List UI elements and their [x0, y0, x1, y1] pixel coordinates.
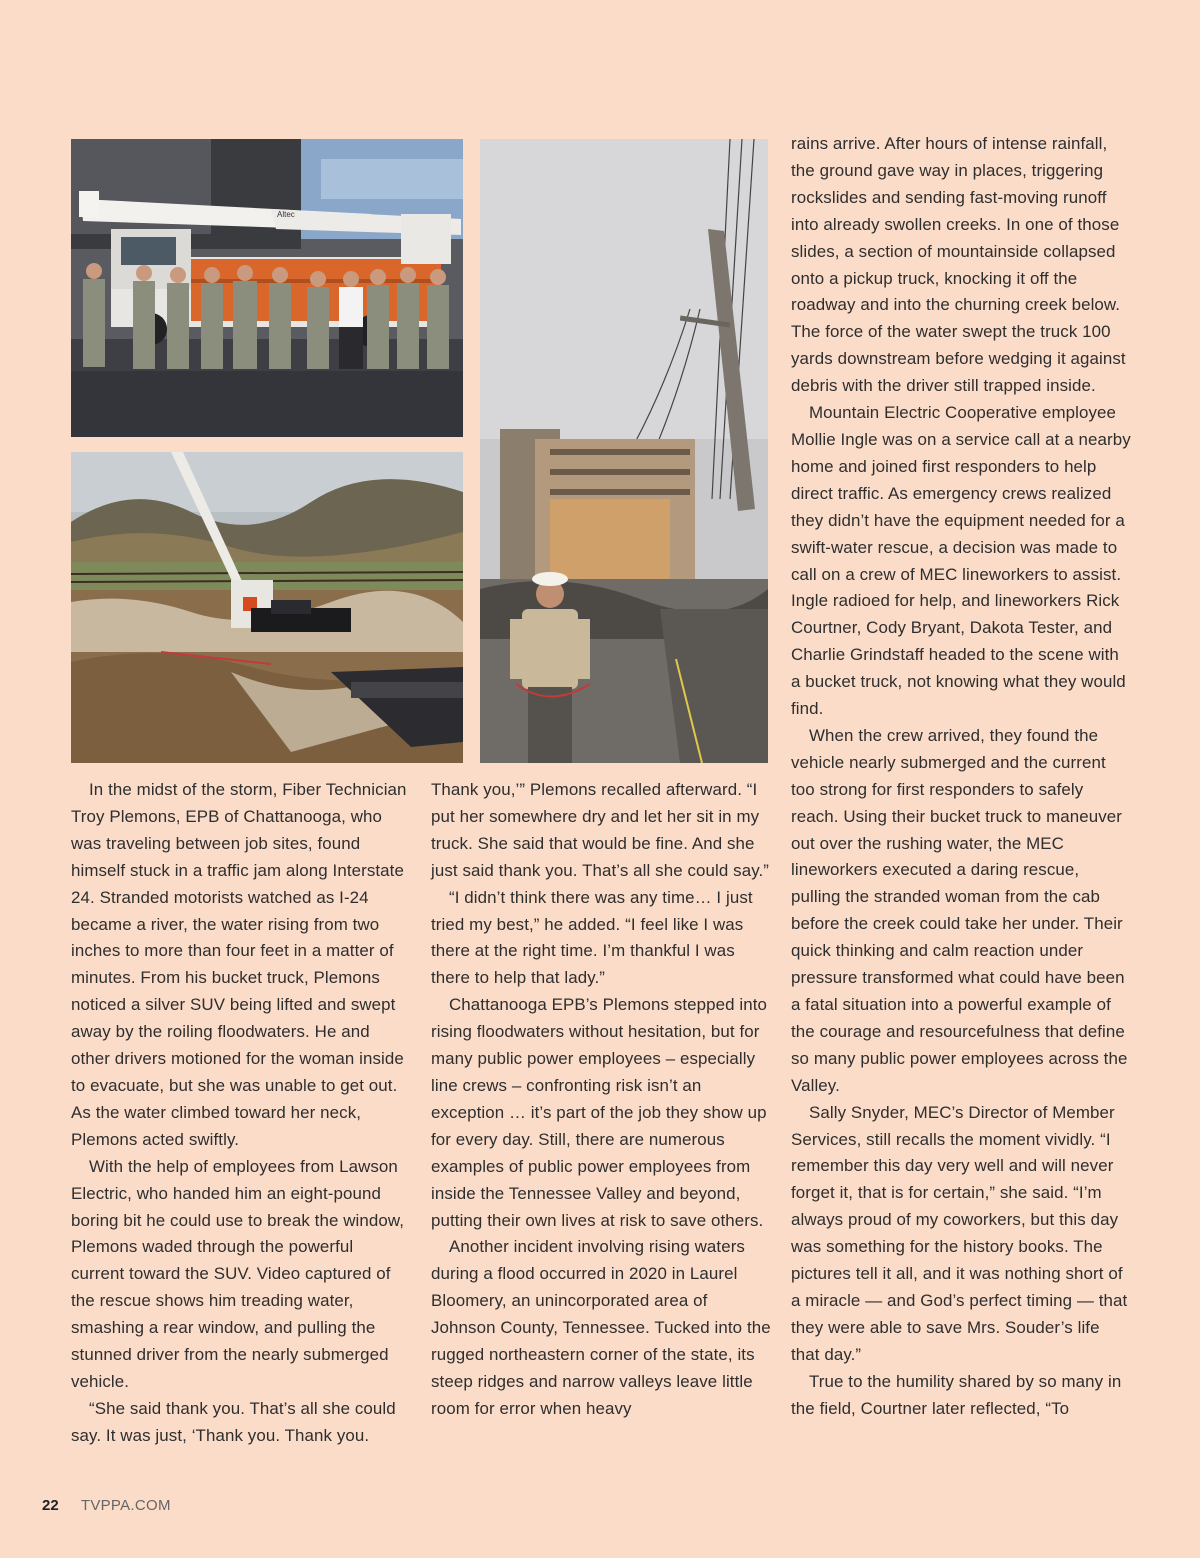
- paragraph: “She said thank you. That’s all she could say. It was just, ‘Thank you. Thank you.: [71, 1398, 396, 1445]
- paragraph: Mountain Electric Cooperative employee Mollie Ingle was on a service call at a nearby home and joined first responders to help direct traffic. As emergency crews realized they didn’t have the equipment needed for a swift-water rescue, a decision was made to call on a crew of MEC lineworkers to assist. Ingle radioed for help, and lineworkers Rick Courtner, Cody Bryant, Dakota Tester, and Charlie Grindstaff headed to the scene with a bucket truck, not knowing what they would find.: [791, 403, 1131, 719]
- paragraph: Thank you,’” Plemons recalled afterward. “I put her somewhere dry and let her sit in my truck. She said that would be fine. And she just said thank you. That’s all she could say.”: [431, 780, 769, 880]
- article-column-1: [71, 777, 411, 1450]
- lineman-photo: [480, 139, 768, 763]
- paragraph: Sally Snyder, MEC’s Director of Member Services, still recalls the moment vividly. “I remember this day very well and will never forget it, that is for certain,” she said. “I’m always proud of my coworkers, but this day was something for the history books. The pictures tell it all, and it was nothing short of a miracle — and God’s perfect timing — that they were able to save Mrs. Souder’s life that day.”: [791, 1102, 1128, 1364]
- altec-logo-text: Altec: [277, 210, 295, 219]
- website-link[interactable]: TVPPA.COM: [80, 1497, 171, 1514]
- paragraph: Another incident involving rising waters during a flood occurred in 2020 in Laurel Bloomery, an unincorporated area of Johnson County, Tennessee. Tucked into the rugged northeastern corner of the state, its steep ridges and narrow valleys leave little room for error when heavy: [431, 1237, 771, 1418]
- paragraph: In the midst of the storm, Fiber Technician Troy Plemons, EPB of Chattanooga, who was traveling between job sites, found himself stuck in a traffic jam along Interstate 24. Stranded motorists watched as I-24 became a river, the water rising from two inches to more than four feet in a matter of minutes. From his bucket truck, Plemons noticed a silver SUV being lifted and swept away by the roiling floodwaters. He and other drivers motioned for the woman inside to evacuate, but she was unable to get out. As the water climbed toward her neck, Plemons acted swiftly.: [71, 780, 407, 1149]
- crew-photo: [71, 139, 463, 437]
- paragraph: When the crew arrived, they found the vehicle nearly submerged and the current too strong for first responders to safely reach. Using their bucket truck to maneuver out over the rushing water, the MEC lineworkers executed a daring rescue, pulling the stranded woman from the cab before the creek could take her under. Their quick thinking and calm reaction under pressure transformed what could have been a fatal situation into a powerful example of the courage and resourcefulness that define so many public power employees across the Valley.: [791, 725, 1128, 1095]
- paragraph: “I didn’t think there was any time… I just tried my best,” he added. “I feel like I was there at the right time. I’m thankful I was there to help that lady.”: [431, 887, 753, 988]
- paragraph: rains arrive. After hours of intense rainfall, the ground gave way in places, triggering rockslides and sending fast-moving runoff into already swollen creeks. In one of those slides, a section of mountainside collapsed onto a pickup truck, knocking it off the roadway and into the churning creek below. The force of the water swept the truck 100 yards downstream before wedging it against debris with the driver still trapped inside.: [791, 134, 1126, 396]
- page-footer: [42, 1497, 171, 1514]
- article-column-2: [431, 777, 771, 1423]
- article-column-3: [791, 131, 1131, 1423]
- paragraph: Chattanooga EPB’s Plemons stepped into rising floodwaters without hesitation, but for many public power employees – especially line crews – confronting risk isn’t an exception … it’s part of the job they show up for every day. Still, there are numerous examples of public power employees from inside the Tennessee Valley and beyond, putting their own lives at risk to save others.: [431, 995, 768, 1230]
- paragraph: True to the humility shared by so many in the field, Courtner later reflected, “To: [791, 1371, 1122, 1418]
- paragraph: With the help of employees from Lawson Electric, who handed him an eight-pound boring bit he could use to break the window, Plemons waded through the powerful current toward the SUV. Video captured of the rescue shows him treading water, smashing a rear window, and pulling the stunned driver from the nearly submerged vehicle.: [71, 1156, 405, 1391]
- flood-rescue-photo: [71, 452, 463, 763]
- page-number: 22: [42, 1497, 59, 1514]
